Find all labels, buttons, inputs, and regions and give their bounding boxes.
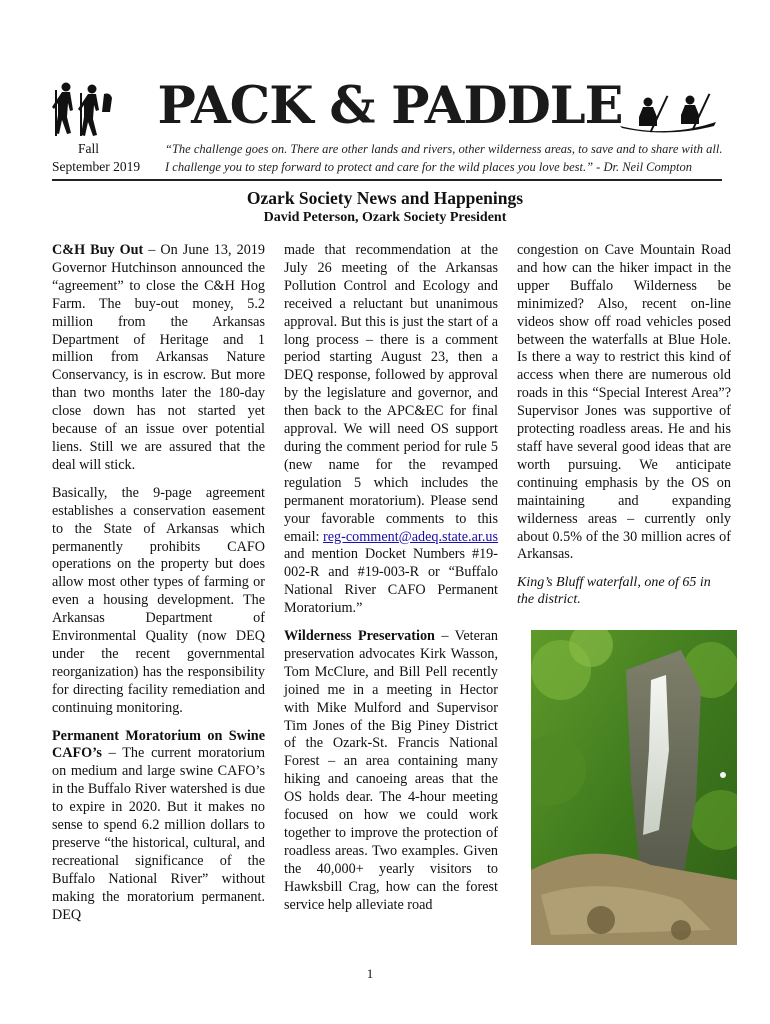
masthead-quote (165, 140, 725, 176)
issue-info (52, 140, 140, 176)
photo-caption: King’s Bluff waterfall, one of 65 in the district. (517, 575, 711, 608)
paragraph-text: – The current moratorium on medium and large swine CAFO’s in the Buffalo River watershed is due to expire in 2020. But it makes no sense to spend 6.2 million dollars to preserve “the historical, cultural, and recreational significance of the Buffalo National River” without making the moratorium permanent. DEQ (52, 745, 265, 923)
paragraph-agreement: Basically, the 9-page agreement establishes a conservation easement to the State of Arkansas which permanently prohibits CAFO operations on the property but does allow most other types of farming or even a housing development. The Arkansas Department of Environmental Quality (now DEQ under the recent governmental reorganization) has the responsibility for directing facility remediation and continuing monitoring. (52, 484, 265, 716)
section-lead-wilderness: Wilderness Preservation (284, 628, 435, 645)
comment-email-link[interactable]: reg-comment@adeq.state.ar.us (323, 528, 498, 545)
canoe-paddlers-icon (618, 90, 718, 138)
issue-season: Fall (78, 141, 100, 156)
masthead (52, 78, 722, 140)
article-column-1 (52, 242, 265, 935)
quote-line-1: “The challenge goes on. There are other lands and rivers, other wilderness areas, to save and to share with all. (165, 142, 723, 156)
paragraph-text: and mention Docket Numbers #19-002-R and #19-003-R or “Buffalo National River CAFO Permanent Moratorium.” (284, 546, 498, 617)
paragraph-recommendation (284, 242, 498, 618)
paragraph-text: – Veteran preservation advocates Kirk Wasson, Tom McClure, and Bill Pell recently joined me in a meeting in Hector with Mike Mulford and Supervisor Tim Jones of the Big Piney District of the Ozark-St. Francis National Forest – an area containing many hiking and canoeing areas that the OS holds dear. The 4-hour meeting focused on how we could work together to improve the protection of roadless areas. Two examples. Given the 40,000+ yearly visitors to Hawksbill Crag, how can the forest service help alleviate road (284, 628, 498, 913)
article-column-2 (284, 242, 498, 925)
article-byline: David Peterson, Ozark Society President (263, 210, 507, 225)
page-number: 1 (366, 966, 374, 981)
newsletter-title: PACK & PADDLE (157, 76, 623, 136)
article-headline: Ozark Society News and Happenings (246, 188, 524, 208)
waterfall-photo (531, 630, 737, 945)
article-column-3 (517, 242, 731, 618)
paragraph-text: – On June 13, 2019 Governor Hutchinson announced the “agreement” to close the C&H Hog Farm. The buy-out money, 5.2 million from the Arkansas Department of Heritage and 1 million from Arkansas Nature Conservancy, is in escrow. But more than two months later the 180-day close down has not started yet because of an issue over potential liens. Still we are assured that the deal will stick. (52, 242, 265, 473)
masthead-divider (52, 179, 722, 181)
hikers-silhouette-icon (52, 80, 152, 138)
paragraph-wilderness (284, 628, 498, 915)
paragraph-buyout (52, 242, 265, 475)
paragraph-moratorium (52, 728, 265, 925)
section-lead-moratorium: Permanent Moratorium on Swine CAFO’s (52, 727, 265, 762)
issue-date: September 2019 (52, 159, 141, 174)
paragraph-congestion: congestion on Cave Mountain Road and how can the hiker impact in the upper Buffalo Wilderness be minimized? Also, recent on-line videos show off road vehicles posed between the waterfalls at Blue Hole. Is there a way to restrict this kind of access when there are numerous old roads in this “Special Interest Area”? Supervisor Jones was supportive of protecting roadless areas. He and his staff have several good ideas that are worth pursuing. We anticipate continuing emphasis by the OS on maintaining and expanding wilderness areas – currently only about 0.5% of the 30 million acres of Arkansas. (517, 242, 731, 563)
quote-line-2: I challenge you to step forward to protect and care for the wild places you love best.” - Dr. Neil Compton (165, 160, 693, 174)
paragraph-text: made that recommendation at the July 26 meeting of the Arkansas Pollution Control and Ecology and received a reluctant but unanimous approval. But this is just the start of a long process – there is a comment period starting August 23, then a DEQ response, followed by approval by the legislature and governor, and then back to the APC&EC for final approval. We will need OS support during the comment period for rule 5 (new name for the revamped regulation 5 which includes the permanent moratorium). Please send your favorable comments to this email: (284, 242, 498, 545)
section-lead-buyout: C&H Buy Out (52, 242, 144, 258)
